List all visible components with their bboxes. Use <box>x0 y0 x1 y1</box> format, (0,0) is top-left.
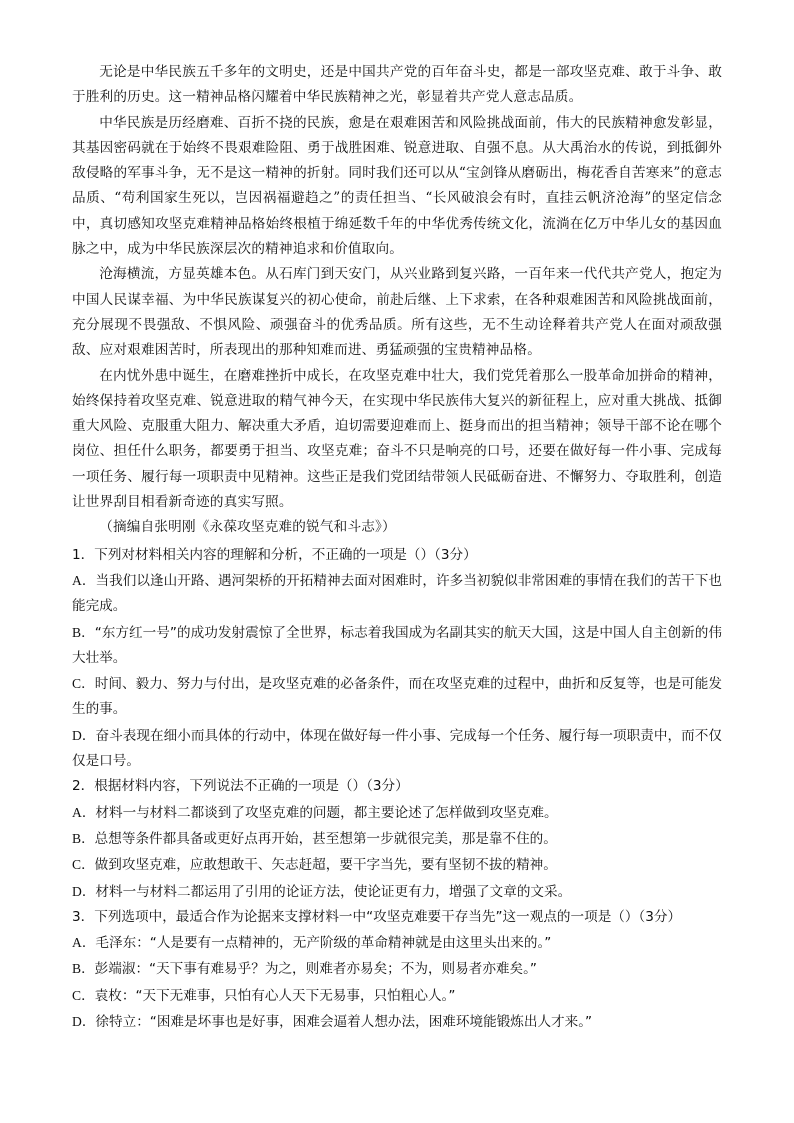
question-list <box>72 543 722 1036</box>
option-a <box>72 930 722 956</box>
option-c <box>72 852 722 878</box>
option-d <box>72 879 722 905</box>
option-text: 时间、毅力、努力与付出，是攻坚克难的必备条件，而在攻坚克难的过程中，曲折和反复等，也是可能发生的事。 <box>72 676 722 718</box>
option-letter: A． <box>72 804 96 820</box>
option-letter: D． <box>72 883 96 899</box>
option-text: “东方红一号”的成功发射震惊了全世界，标志着我国成为名副其实的航天大国，这是中国人自主创新的伟大壮举。 <box>72 624 722 666</box>
option-text: 毛泽东：“人是要有一点精神的，无产阶级的革命精神就是由这里头出来的。” <box>95 935 552 952</box>
passage-source: （摘编自张明刚《永葆攻坚克难的锐气和斗志》） <box>99 519 396 536</box>
option-text: 材料一与材料二都谈到了攻坚克难的问题，都主要论述了怎样做到攻坚克难。 <box>95 804 558 821</box>
question-stem: 1．下列对材料相关内容的理解和分析，不正确的一项是（）（3分） <box>72 546 477 563</box>
passage-paragraph: 沧海横流，方显英雄本色。从石库门到天安门，从兴业路到复兴路，一百年来一代代共产党人，抱定为中国人民谋幸福、为中华民族谋复兴的初心使命，前赴后继、上下求索，在各种艰难困苦和风险挑战面前，充分展现不畏强敌、不惧风险、顽强奋斗的优秀品质。所有这些，无不生动诠释着共产党人在面对顽敌强敌、应对艰难困苦时，所表现出的那种知难而进、勇猛顽强的宝贵精神品格。 <box>72 266 722 359</box>
option-letter: A． <box>72 572 96 588</box>
option-text: 奋斗表现在细小而具体的行动中，体现在做好每一件小事、完成每一个任务、履行每一项职责中，而不仅仅是口号。 <box>72 727 722 770</box>
option-letter: C． <box>72 676 95 692</box>
option-letter: D． <box>72 1013 96 1029</box>
option-c <box>72 671 722 723</box>
passage-paragraph: 中华民族是历经磨难、百折不挠的民族，愈是在艰难困苦和风险挑战面前，伟大的民族精神愈发彰显，其基因密码就在于始终不畏艰难险阻、勇于战胜困难、锐意进取、自强不息。从大禹治水的传说，到抵御外敌侵略的军事斗争，无不是这一精神的折射。同时我们还可以从“宝剑锋从磨砺出，梅花香自苦寒来”的意志品质、“苟利国家生死以，岂因祸福避趋之”的责任担当、“长风破浪会有时，直挂云帆济沧海”的坚定信念中，真切感知攻坚克难精神品格始终根植于绵延数千年的中华优秀传统文化，流淌在亿万中华儿女的基因血脉之中，成为中华民族深层次的精神追求和价值取向。 <box>72 114 722 258</box>
option-a <box>72 800 722 826</box>
option-letter: D． <box>72 727 96 743</box>
option-letter: B． <box>72 961 95 977</box>
option-d <box>72 723 722 775</box>
option-letter: B． <box>72 624 95 640</box>
passage-paragraph: 在内忧外患中诞生，在磨难挫折中成长，在攻坚克难中壮大，我们党凭着那么一股革命加拼命的精神，始终保持着攻坚克难、锐意进取的精气神今天，在实现中华民族伟大复兴的新征程上，应对重大挑战、抵御重大风险、克服重大阻力、解决重大矛盾，迫切需要迎难而上、挺身而出的担当精神；领导干部不论在哪个岗位、担任什么职务，都要勇于担当、攻坚克难；奋斗不只是响亮的口号，还要在做好每一件小事、完成每一项任务、履行每一项职责中见精神。这些正是我们党团结带领人民砥砺奋进、不懈努力、夺取胜利，创造让世界刮目相看新奇迹的真实写照。 <box>72 367 722 511</box>
option-b <box>72 620 722 672</box>
option-text: 袁枚：“天下无难事，只怕有心人天下无易事，只怕粗心人。” <box>94 987 456 1004</box>
option-letter: C． <box>72 857 95 873</box>
option-a <box>72 568 722 620</box>
option-text: 徐特立：“困难是坏事也是好事，困难会逼着人想办法，困难环境能锻炼出人才来。” <box>95 1013 593 1030</box>
question-stem: 3．下列选项中，最适合作为论据来支撑材料一中“攻坚克难要干存当先”这一观点的一项是（）（3分） <box>72 908 682 925</box>
option-b <box>72 826 722 852</box>
option-letter: B． <box>72 830 95 846</box>
question-1 <box>72 543 722 775</box>
option-text: 材料一与材料二都运用了引用的论证方法，使论证更有力，增强了文章的文采。 <box>95 883 572 900</box>
reading-passage <box>72 60 722 541</box>
option-letter: C． <box>72 987 95 1003</box>
option-b <box>72 956 722 982</box>
option-text: 当我们以逢山开路、遇河架桥的开拓精神去面对困难时，许多当初貌似非常困难的事情在我们的苦干下也能完成。 <box>72 572 722 615</box>
option-c <box>72 983 722 1009</box>
option-letter: A． <box>72 935 96 951</box>
question-stem: 2．根据材料内容，下列说法不正确的一项是（）（3分） <box>72 778 409 795</box>
passage-paragraph: 无论是中华民族五千多年的文明史，还是中国共产党的百年奋斗史，都是一部攻坚克难、敢于斗争、敢于胜利的历史。这一精神品格闪耀着中华民族精神之光，彰显着共产党人意志品质。 <box>72 64 722 106</box>
option-d <box>72 1009 722 1035</box>
question-2 <box>72 774 722 904</box>
question-3 <box>72 905 722 1035</box>
option-text: 做到攻坚克难，应敢想敢干、矢志赶超，要干字当先，要有坚韧不拔的精神。 <box>94 857 557 874</box>
option-text: 彭端淑：“天下事有难易乎？为之，则难者亦易矣；不为，则易者亦难矣。” <box>94 961 537 978</box>
exam-page <box>72 60 722 1035</box>
option-text: 总想等条件都具备或更好点再开始，甚至想第一步就很完美，那是靠不住的。 <box>94 830 557 847</box>
